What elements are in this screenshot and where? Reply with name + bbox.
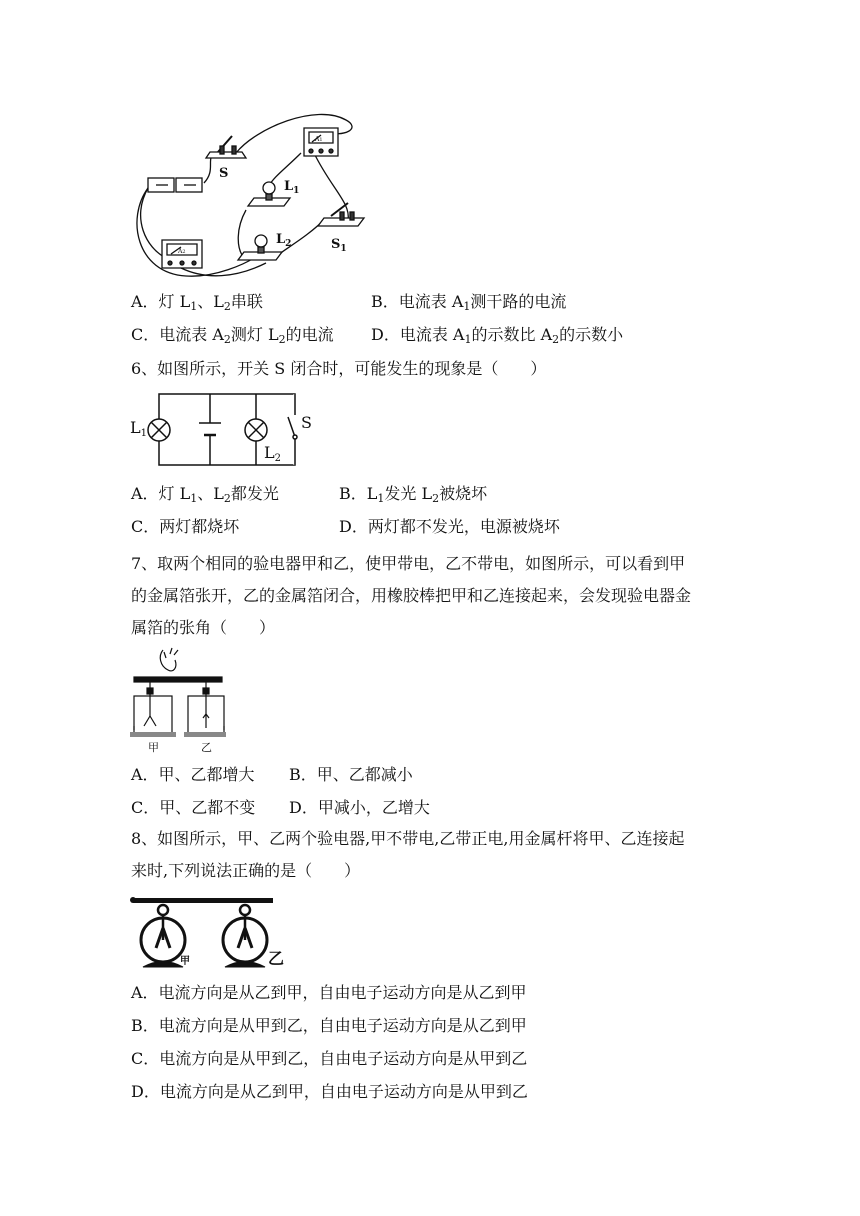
label-meter-a2: A xyxy=(178,248,183,255)
q6-stem: 6、如图所示，开关 S 闭合时，可能发生的现象是（ ） xyxy=(131,359,547,378)
q7-option-c[interactable]: C．甲、乙都不变 xyxy=(131,798,256,817)
svg-text:L2: L2 xyxy=(264,443,281,464)
q5-option-c[interactable]: C．电流表 $A_2$测灯 $L_2$的电流 xyxy=(131,325,334,346)
q7-electroscope-figure xyxy=(128,646,228,756)
q5-circuit-figure xyxy=(126,108,376,278)
label-lamp-l1: L xyxy=(284,179,294,194)
q6-circuit-diagram xyxy=(128,385,318,470)
svg-text:A2: A2 xyxy=(178,248,186,255)
q6-option-b[interactable]: B．$L_1$发光 $L_2$被烧坏 xyxy=(339,484,488,505)
q5-option-a[interactable]: A．灯 $L_1$、$L_2$串联 xyxy=(131,292,263,313)
q7-option-b[interactable]: B．甲、乙都减小 xyxy=(289,765,413,784)
q8-stem-line-1: 8、如图所示，甲、乙两个验电器,甲不带电,乙带正电,用金属杆将甲、乙连接起 xyxy=(131,829,685,848)
label-lamp-l2: L xyxy=(264,443,275,462)
label-yi: 乙 xyxy=(201,741,212,754)
label-jia: 甲 xyxy=(148,741,159,754)
q8-electroscope-figure xyxy=(130,890,300,975)
label-switch-s: S xyxy=(219,166,229,181)
q6-option-c[interactable]: C．两灯都烧坏 xyxy=(131,517,240,536)
svg-text:L2: $L_2$ xyxy=(276,232,292,249)
svg-text:L1: L1 xyxy=(130,418,147,439)
label-switch-s1: S xyxy=(331,237,341,252)
q7-stem-line-2: 的金属箔张开，乙的金属箔闭合，用橡胶棒把甲和乙连接起来，会发现验电器金 xyxy=(131,586,692,605)
q8-option-a[interactable]: A．电流方向是从乙到甲，自由电子运动方向是从乙到甲 xyxy=(131,983,527,1002)
q7-stem-line-1: 7、取两个相同的验电器甲和乙，使甲带电，乙不带电，如图所示，可以看到甲 xyxy=(131,554,686,573)
q8-stem-line-2: 来时,下列说法正确的是（ ） xyxy=(131,861,361,880)
q8-option-d[interactable]: D．电流方向是从乙到甲，自由电子运动方向是从甲到乙 xyxy=(131,1082,528,1101)
q8-option-c[interactable]: C．电流方向是从甲到乙，自由电子运动方向是从甲到乙 xyxy=(131,1049,528,1068)
label-jia: 甲 xyxy=(180,956,190,967)
svg-text:L1: $L_1$ xyxy=(284,179,300,196)
q7-stem-line-3: 属箔的张角（ ） xyxy=(131,618,276,637)
q7-option-d[interactable]: D．甲减小，乙增大 xyxy=(289,798,430,817)
label-lamp-l2: L xyxy=(276,232,286,247)
q8-option-b[interactable]: B．电流方向是从甲到乙，自由电子运动方向是从乙到甲 xyxy=(131,1016,527,1035)
svg-text:S1: $S_1$ xyxy=(331,237,347,254)
q5-option-d[interactable]: D．电流表 $A_1$的示数比 $A_2$的示数小 xyxy=(371,325,624,346)
svg-text:A1: A1 xyxy=(315,136,323,143)
q6-option-d[interactable]: D．两灯都不发光，电源被烧坏 xyxy=(339,517,560,536)
label-lamp-l1: L xyxy=(130,418,141,437)
label-meter-a1: A xyxy=(315,136,320,143)
label-yi: 乙 xyxy=(268,949,285,968)
q6-option-a[interactable]: A．灯 $L_1$、$L_2$都发光 xyxy=(131,484,279,505)
q5-option-b[interactable]: B．电流表 $A_1$测干路的电流 xyxy=(371,292,567,313)
q7-option-a[interactable]: A．甲、乙都增大 xyxy=(131,765,255,784)
label-switch-s: S xyxy=(301,413,312,432)
